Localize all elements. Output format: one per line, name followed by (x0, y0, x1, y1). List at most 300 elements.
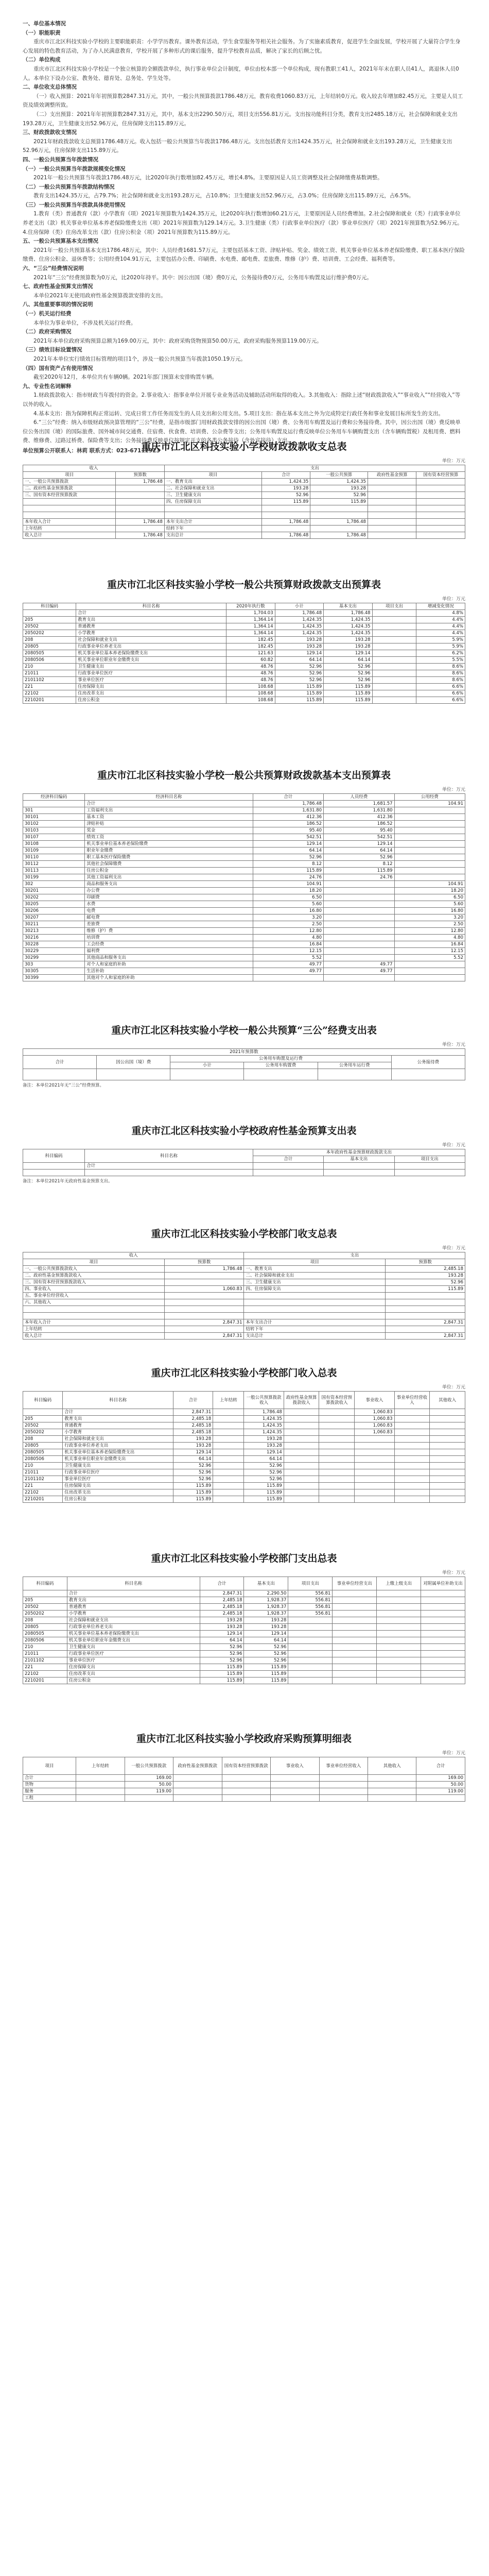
table-cell (261, 526, 310, 532)
table-cell: 556.81 (288, 1597, 333, 1604)
table-cell (271, 1788, 319, 1795)
table-cell: 193.28 (275, 637, 323, 643)
table-cell (368, 505, 416, 512)
income-header: 收入 (23, 465, 165, 472)
table-cell: 2,485.18 (200, 1597, 244, 1604)
table-cell (288, 1617, 333, 1624)
table-row (23, 975, 465, 981)
table-cell: 193.28 (261, 485, 310, 492)
gov-fund-expense-section (23, 1123, 465, 1184)
contact-line: 单位预算公开联系人：林莉 联系方式：023-67112923 (23, 447, 160, 454)
table-cell: 水费 (85, 901, 253, 908)
section-heading: 五、一般公共预算基本支出情况 (23, 238, 98, 245)
table-cell: 2080506 (23, 1637, 67, 1644)
table-cell (116, 492, 164, 499)
table-cell: 556.81 (288, 1611, 333, 1617)
table-cell: 52.96 (200, 1644, 244, 1651)
table-cell: 1,786.48 (275, 610, 323, 617)
table-cell (213, 1456, 244, 1463)
col-header: 合计 (253, 1156, 323, 1163)
table-cell: 24.76 (324, 874, 394, 881)
table-cell: 邮电费 (85, 914, 253, 921)
unit-label: 单位：万元 (442, 1385, 465, 1390)
table-cell (222, 1775, 270, 1782)
table-cell: 卫生健康支出 (67, 1644, 200, 1651)
table-cell (333, 1590, 377, 1597)
table-cell: 52.96 (244, 1644, 288, 1651)
col-header: 合计 (253, 794, 323, 801)
table-cell: 住房改革支出 (63, 1489, 173, 1496)
table-cell (324, 908, 394, 914)
table-cell: 129.14 (173, 1449, 213, 1456)
table-cell: 16.80 (394, 908, 465, 914)
table-cell (284, 1489, 319, 1496)
table-cell: 维修（护）费 (85, 928, 253, 935)
table-cell: 115.89 (173, 1483, 213, 1489)
section-heading: （三）一般公共预算当年拨款具体使用情况 (23, 201, 126, 208)
table-cell: 30299 (23, 955, 85, 961)
col-header: 人员经费 (324, 794, 394, 801)
table-cell: 1,364.14 (226, 623, 275, 630)
table-cell (319, 1795, 368, 1802)
table-cell: 22102 (23, 1489, 63, 1496)
section-heading: （二）单位构成 (23, 57, 61, 63)
fiscal-income-expense-table (23, 465, 465, 539)
table-cell: 412.36 (253, 814, 323, 821)
table-cell (85, 1170, 253, 1176)
table-cell: 115.89 (324, 690, 372, 697)
table-cell: 绩效工资 (85, 834, 253, 841)
table-cell (394, 821, 465, 827)
table-title: 重庆市江北区科技实验小学校部门收入总表 (151, 1367, 337, 1379)
table-cell (386, 1306, 465, 1313)
table-row (23, 519, 465, 526)
table-row (23, 1456, 465, 1463)
table-cell: 22102 (23, 1671, 67, 1677)
table-cell (271, 1795, 319, 1802)
table-cell (288, 1671, 333, 1677)
table-cell: 52.96 (324, 677, 372, 684)
table-cell: 6.6% (416, 697, 465, 704)
table-cell: 合计 (85, 1163, 253, 1170)
col-header: 小计 (170, 1062, 244, 1069)
table-cell: 52.96 (244, 1476, 284, 1483)
table-cell: 205 (23, 617, 76, 623)
gov-fund-expense-table (23, 1149, 465, 1176)
table-cell (23, 1590, 67, 1597)
table-cell (319, 1788, 368, 1795)
table-cell (23, 1313, 165, 1319)
table-cell: 1,424.35 (244, 1429, 284, 1436)
table-cell (244, 1299, 386, 1306)
col-header: 公务用车购置费 (244, 1062, 318, 1069)
table-cell (324, 914, 394, 921)
section-heading: （二）一般公共预算当年拨款结构情况 (23, 183, 115, 190)
table-cell: 4.4% (416, 623, 465, 630)
body-paragraph: 2021年本单位实行绩效目标管理的项目1个，涉及一般公共预算当年拨款1050.19万元。 (33, 355, 246, 362)
table-cell: 30102 (23, 821, 85, 827)
table-cell: 30112 (23, 861, 85, 868)
col-header: 基本支出 (324, 1156, 394, 1163)
table-cell: 8.6% (416, 664, 465, 670)
table-cell (23, 499, 116, 505)
table-cell (288, 1651, 333, 1657)
table-cell (288, 1631, 333, 1637)
table-cell (386, 1293, 465, 1299)
table-cell (372, 657, 416, 664)
table-row (23, 1496, 465, 1503)
table-cell (421, 1590, 465, 1597)
table-cell (319, 1449, 355, 1456)
table-cell (213, 1429, 244, 1436)
table-cell (213, 1489, 244, 1496)
table-row (23, 961, 465, 968)
gov-procurement-table (23, 1757, 465, 1802)
table-cell: 行政事业单位医疗 (63, 1469, 173, 1476)
table-row (23, 1476, 465, 1483)
table-cell: 1,704.03 (226, 610, 275, 617)
table-cell (355, 1449, 394, 1456)
table-row (23, 1069, 465, 1080)
table-cell (394, 1489, 430, 1496)
table-cell: 193.28 (324, 637, 372, 643)
table-cell: 其他对个人和家庭的补助 (85, 975, 253, 981)
table-title: 重庆市江北区科技实验小学校一般公共预算财政拨款支出预算表 (107, 579, 381, 590)
table-cell: 12.80 (394, 928, 465, 935)
unit-label: 单位：万元 (442, 597, 465, 602)
table-cell (355, 1469, 394, 1476)
table-cell: 52.96 (173, 1469, 213, 1476)
table-cell: 8.6% (416, 677, 465, 684)
table-cell: 行政事业单位养老支出 (63, 1443, 173, 1449)
col-header: 2020年执行数 (226, 603, 275, 610)
table-cell: 205 (23, 1597, 67, 1604)
col-header: 科目编码 (23, 603, 76, 610)
table-cell: 工资福利支出 (85, 807, 253, 814)
table-cell: 4.4% (416, 630, 465, 637)
table-cell (319, 1469, 355, 1476)
table-cell (222, 1795, 270, 1802)
table-cell: 2050202 (23, 1611, 67, 1617)
col-header: 增减变化情况 (416, 603, 465, 610)
table-cell (333, 1651, 377, 1657)
table-cell (319, 1496, 355, 1503)
table-cell: 行政事业单位医疗 (76, 670, 226, 677)
table-cell (430, 1416, 465, 1422)
table-cell (430, 1436, 465, 1443)
table-cell (170, 1069, 244, 1080)
table-cell: 行政事业单位养老支出 (67, 1624, 200, 1631)
table-cell: 52.96 (244, 1657, 288, 1664)
table-note: 备注：本单位2021年无“三公”经费预算。 (23, 1083, 104, 1088)
table-cell (355, 1476, 394, 1483)
body-paragraph: 6.“三公”经费：纳入市级财政预决算管理的“三公”经费，是指市级部门用财政拨款安排的因公出国（境）费、公务用车购置及运行费和公务接待费。其中，因公出国（境）费反映单位公务出国（境）的国际旅费、国外城市间交通费、住宿费、伙食费、培训费、公杂费等支出；公务用车购置及运行费反映单位公务用车车辆购置支出（含车辆购置税）及租用费、燃料费、维修费、过路过桥费、保险费等支出；公务接待费反映单位按规定开支的各类公务接待（含外宾接待）支出。 (23, 419, 461, 444)
table-cell (213, 1436, 244, 1443)
table-cell (333, 1657, 377, 1664)
table-cell (288, 1657, 333, 1664)
table-cell: 115.89 (244, 1496, 284, 1503)
table-row (23, 697, 465, 704)
table-cell (324, 894, 394, 901)
table-row (23, 1409, 465, 1416)
table-cell (377, 1624, 421, 1631)
table-cell (394, 1163, 465, 1170)
table-cell (164, 1306, 244, 1313)
general-budget-expense-table (23, 603, 465, 704)
col-header: 政府性基金预算拨款收入 (284, 1392, 319, 1409)
table-row (23, 1463, 465, 1469)
table-row (23, 1611, 465, 1617)
table-cell: 64.14 (253, 848, 323, 854)
col-header: 合计 (416, 1757, 465, 1775)
table-title: 重庆市江北区科技实验小学校一般公共预算财政拨款基本支出预算表 (97, 770, 391, 781)
table-cell: 30107 (23, 834, 85, 841)
table-cell: 本年支出合计 (244, 1319, 386, 1326)
table-cell: 2080506 (23, 1456, 63, 1463)
table-cell: 1,928.37 (244, 1604, 288, 1611)
table-cell (416, 485, 465, 492)
col-header: 事业收入 (355, 1392, 394, 1409)
table-cell: 1,424.35 (310, 479, 368, 485)
table-cell: 福利费 (85, 948, 253, 955)
table-cell (284, 1436, 319, 1443)
table-cell (394, 1416, 430, 1422)
table-cell: 2,290.50 (244, 1590, 288, 1597)
table-cell: 工会经费 (85, 941, 253, 948)
col-header: 公务用车运行费 (318, 1062, 391, 1069)
table-cell: 1,786.48 (261, 519, 310, 526)
table-cell: 支出总计 (244, 1333, 386, 1340)
table-cell (421, 1657, 465, 1664)
table-cell (368, 479, 416, 485)
table-cell: 129.14 (253, 841, 323, 848)
table-cell: 2210201 (23, 1496, 63, 1503)
table-row (23, 1795, 465, 1802)
table-cell: 事业单位医疗 (76, 677, 226, 684)
table-cell (416, 479, 465, 485)
table-cell: 2050202 (23, 1429, 63, 1436)
col-header: 其他收入 (430, 1392, 465, 1409)
table-cell (116, 485, 164, 492)
table-cell (324, 935, 394, 941)
table-cell: 50.00 (125, 1782, 173, 1788)
table-cell: 工程 (23, 1795, 76, 1802)
table-cell: 合计 (76, 610, 226, 617)
table-cell (261, 505, 310, 512)
table-cell: 20502 (23, 1422, 63, 1429)
table-cell: 193.28 (200, 1617, 244, 1624)
section-heading: 二、单位收支总体情况 (23, 84, 77, 91)
table-cell: 30305 (23, 968, 85, 975)
table-row (23, 868, 465, 874)
table-cell: 1,786.48 (310, 532, 368, 539)
table-cell: 其他工资福利支出 (85, 874, 253, 881)
table-cell: 30202 (23, 894, 85, 901)
table-cell (377, 1664, 421, 1671)
table-cell: 30213 (23, 928, 85, 935)
table-cell: 机关事业单位职业年金缴费支出 (67, 1637, 200, 1644)
table-cell: 津贴补贴 (85, 821, 253, 827)
table-cell: 169.00 (125, 1775, 173, 1782)
table-cell: 115.89 (386, 1286, 465, 1293)
table-cell (394, 1443, 430, 1449)
col-header: 项目 (23, 1757, 76, 1775)
table-cell: 18.20 (394, 888, 465, 894)
table-cell (324, 928, 394, 935)
section-heading: 三、财政拨款收支情况 (23, 129, 77, 136)
table-cell (319, 1416, 355, 1422)
table-cell: 对个人和家庭的补助 (85, 961, 253, 968)
table-cell: 住房公积金 (76, 697, 226, 704)
table-cell (284, 1409, 319, 1416)
table-cell: 52.96 (324, 664, 372, 670)
table-cell: 52.96 (275, 664, 323, 670)
table-cell: 1,631.80 (324, 807, 394, 814)
col-header: 一般公共预算 (310, 472, 368, 479)
table-cell: 2080505 (23, 650, 76, 657)
table-cell: 193.28 (244, 1436, 284, 1443)
table-cell (253, 975, 323, 981)
table-row (23, 617, 465, 623)
col-header: 公务接待费 (391, 1056, 465, 1069)
table-cell (213, 1409, 244, 1416)
table-cell (430, 1449, 465, 1456)
table-cell (421, 1631, 465, 1637)
col-header: 科目名称 (85, 1149, 253, 1163)
table-cell (288, 1664, 333, 1671)
table-cell: 52.96 (173, 1463, 213, 1469)
table-cell: 21011 (23, 1651, 67, 1657)
table-cell (222, 1788, 270, 1795)
table-cell: 1,424.35 (275, 617, 323, 623)
table-cell (310, 505, 368, 512)
table-cell (372, 643, 416, 650)
table-cell (391, 1069, 465, 1080)
table-cell: 193.28 (173, 1436, 213, 1443)
table-row (23, 1299, 465, 1306)
table-cell: 115.89 (244, 1664, 288, 1671)
table-cell (394, 968, 465, 975)
table-cell: 1,681.57 (324, 801, 394, 807)
table-row (23, 670, 465, 677)
table-cell (394, 1483, 430, 1489)
table-cell: 5.60 (394, 901, 465, 908)
table-cell: 生活补助 (85, 968, 253, 975)
table-row (23, 643, 465, 650)
table-cell (394, 1170, 465, 1176)
table-cell (261, 512, 310, 519)
table-cell (394, 874, 465, 881)
dept-expense-table (23, 1577, 465, 1684)
table-cell (213, 1483, 244, 1489)
table-cell: 8.12 (324, 861, 394, 868)
table-cell: 115.89 (244, 1483, 284, 1489)
table-cell (23, 1069, 97, 1080)
table-cell: 四、住房保障支出 (164, 499, 261, 505)
col-header: 项目支出 (394, 1156, 465, 1163)
table-cell: 193.28 (200, 1624, 244, 1631)
table-cell: 52.96 (244, 1463, 284, 1469)
table-cell: 1,060.83 (355, 1429, 394, 1436)
table-cell (164, 505, 261, 512)
table-cell (394, 961, 465, 968)
table-cell: 结转下年 (164, 526, 261, 532)
table-cell (284, 1449, 319, 1456)
table-cell: 104.91 (394, 881, 465, 888)
table-cell: 三、卫生健康支出 (244, 1279, 386, 1286)
table-cell (416, 499, 465, 505)
table-cell: 合计 (85, 801, 253, 807)
table-cell (213, 1476, 244, 1483)
table-cell (173, 1795, 222, 1802)
table-cell: 49.77 (324, 968, 394, 975)
table-cell: 1,786.48 (164, 1266, 244, 1273)
table-cell (288, 1637, 333, 1644)
table-row (23, 1293, 465, 1299)
body-paragraph: 教育支出1424.35万元，占79.7%；社会保障和就业支出193.28万元，占10.8%；卫生健康支出52.96万元，占3.0%；住房保障支出115.89万元，占6.5%。 (33, 193, 414, 199)
table-cell (394, 827, 465, 834)
vehicle-group-header: 公务用车购置及运行费 (170, 1056, 391, 1062)
table-cell: 64.14 (324, 657, 372, 664)
table-cell: 支出总计 (164, 532, 261, 539)
body-paragraph: 重庆市江北区科技实验小学校的主要职能职责：小学学历教育。课外教育活动，学生食堂服务等相关社会服务。为了实施素质教育，促进学生全面发展，学校开展了大量符合学生身心发展的特色教育活动，为了办人民满意教育，学校开展了多种形式的课后服务，提升学校教育品质，解决了家长的后顾之忧。 (23, 39, 461, 54)
table-cell: 合计 (23, 1775, 76, 1782)
table-cell: 30216 (23, 935, 85, 941)
table-cell: 住房改革支出 (76, 690, 226, 697)
table-row (23, 1319, 465, 1326)
body-paragraph: 2021年一般公共预算当年拨款1786.48万元，比2020年执行数增加82.45万元，增长4.8%。主要原因是人员工资调整及社会保障缴费基数调整。 (33, 175, 383, 181)
table-cell: 收入总计 (23, 532, 116, 539)
table-cell (213, 1422, 244, 1429)
table-cell: 二、社会保障和就业支出 (244, 1273, 386, 1279)
body-paragraph: 2021年财政拨款收支总预算1786.48万元。收入包括一般公共预算当年拨款1786.48万元。支出包括教育支出1424.35万元，社会保障和就业支出193.28万元，卫生健康支出52.96万元，住房保障支出115.89万元。 (23, 138, 452, 154)
table-cell: 52.96 (275, 670, 323, 677)
table-cell: 115.89 (275, 684, 323, 690)
table-cell: 115.89 (261, 499, 310, 505)
body-paragraph: 重庆市江北区科技实验小学校是一个独立核算的全额拨款单位，执行事业单位会计制度，单位由校本部一个单位构成，现有教职工41人，2021年年末在职人员41人，离退休人员0人。本单位下设办公室、教务处、德育处、总务处、学生处等。 (23, 65, 459, 81)
table-cell: 48.76 (226, 670, 275, 677)
table-cell (368, 1775, 416, 1782)
table-cell: 24.76 (253, 874, 323, 881)
table-row (23, 1443, 465, 1449)
table-cell: 208 (23, 1617, 67, 1624)
table-row (23, 807, 465, 814)
table-cell (173, 1782, 222, 1788)
table-row (23, 690, 465, 697)
table-row (23, 650, 465, 657)
table-cell (394, 1496, 430, 1503)
table-cell (430, 1476, 465, 1483)
table-cell (284, 1416, 319, 1422)
table-cell (319, 1436, 355, 1443)
body-paragraph: （二）支出预算：2021年年初预算数2847.31万元，其中，基本支出2290.50万元，项目支出556.81万元。支出按功能科目分类，教育支出2485.18万元，社会保障和就业支出193.28万元，卫生健康支出52.96万元，住房保障支出115.89万元。 (23, 111, 458, 127)
table-row (23, 1170, 465, 1176)
col-header: 合计 (200, 1577, 244, 1590)
table-cell (430, 1496, 465, 1503)
col-header: 预算数 (164, 1259, 244, 1266)
table-cell: 21011 (23, 1469, 63, 1476)
table-cell (319, 1775, 368, 1782)
table-cell (372, 670, 416, 677)
col-header: 事业单位经营收入 (394, 1392, 430, 1409)
table-cell: 49.77 (253, 961, 323, 968)
table-cell: 210 (23, 664, 76, 670)
table-cell: 一、一般公共预算拨款收入 (23, 1266, 165, 1273)
table-cell: 205 (23, 1416, 63, 1422)
table-row (23, 623, 465, 630)
table-cell: 3.20 (394, 914, 465, 921)
col-header: 对附属单位补助支出 (421, 1577, 465, 1590)
